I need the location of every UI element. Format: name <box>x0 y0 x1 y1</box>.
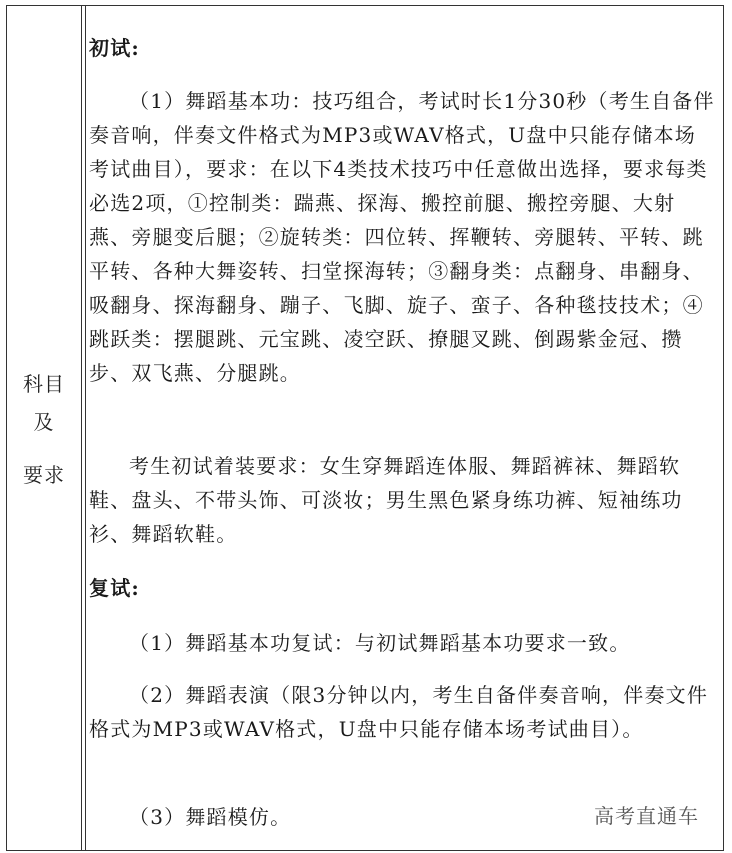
label-line-and: 及 <box>33 410 55 434</box>
bottom-rule <box>6 850 724 851</box>
preliminary-attire: 考生初试着装要求：女生穿舞蹈连体服、舞蹈裤袜、舞蹈软鞋、盘头、不带头饰、可淡妆；男生黑色紧身练功裤、短袖练功衫、舞蹈软鞋。 <box>89 454 683 546</box>
retest-item-2: （2）舞蹈表演（限3分钟以内，考生自备伴奏音响，伴奏文件格式为MP3或WAV格式，U盘中只能存储本场考试曲目）。 <box>89 683 709 741</box>
column-divider-inner <box>85 6 86 850</box>
retest-item-3: （3）舞蹈模仿。 <box>129 805 292 829</box>
subject-label-cell <box>7 6 81 850</box>
label-line-requirements: 要求 <box>23 463 65 487</box>
label-line-subject: 科目 <box>23 372 65 396</box>
retest-item-1: （1）舞蹈基本功复试：与初试舞蹈基本功要求一致。 <box>129 631 631 655</box>
preliminary-basic-skills: （1）舞蹈基本功：技巧组合，考试时长1分30秒（考生自备伴奏音响，伴奏文件格式为MP3或WAV格式，U盘中只能存储本场考试曲目），要求：在以下4类技术技巧中任意做出选择，要求每类必选2项，①控制类：踹燕、探海、搬控前腿、搬控旁腿、大射燕、旁腿变后腿；②旋转类：四位转、挥鞭转、旁腿转、平转、跳平转、各种大舞姿转、扫堂探海转；③翻身类：点翻身、串翻身、吸翻身、探海翻身、蹦子、飞脚、旋子、蛮子、各种毯技技术；④跳跃类：摆腿跳、元宝跳、凌空跃、撩腿叉跳、倒踢紫金冠、攒步、双飞燕、分腿跳。 <box>89 89 715 385</box>
preliminary-heading: 初试: <box>89 36 140 60</box>
watermark-text: 高考直通车 <box>594 804 699 828</box>
retest-heading: 复试: <box>89 576 140 600</box>
column-divider <box>81 6 82 850</box>
requirements-table <box>6 5 724 851</box>
